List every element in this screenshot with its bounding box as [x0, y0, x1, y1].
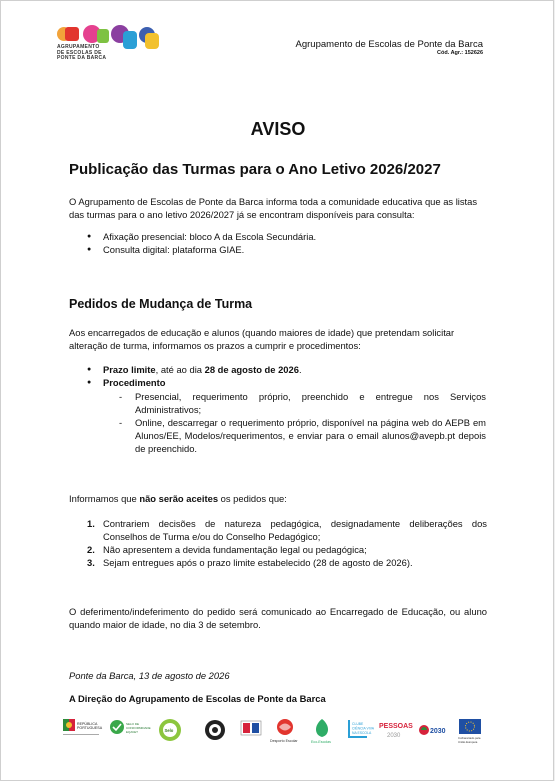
list-item-procedure: [87, 376, 487, 389]
header-code: Cód. Agr.: 152626: [437, 50, 483, 56]
item-number: 2.: [87, 544, 95, 555]
reject-post: os pedidos que:: [218, 493, 287, 504]
procedure-list: [119, 390, 486, 455]
list-item-deadline: [87, 363, 487, 376]
item-number: 1.: [87, 518, 95, 529]
svg-text:2030: 2030: [430, 728, 446, 735]
final-note: O deferimento/indeferimento do pedido será comunicado ao Encarregado de Educação, ou aluno quando maior de idade, no dia 3 de setembro.: [69, 606, 487, 630]
svg-text:CONFORMIDADE: CONFORMIDADE: [126, 726, 151, 730]
deadline-date: 28 de agosto de 2026: [204, 364, 299, 375]
reject-pre: Informamos que: [69, 493, 140, 504]
list-item: ● Afixação presencial: bloco A da Escola Secundária.: [87, 230, 487, 243]
reject-bold: não serão aceites: [139, 493, 219, 504]
item-text: Sejam entregues após o prazo limite estabelecido (28 de agosto de 2026).: [103, 557, 413, 568]
list-item: [87, 556, 487, 569]
item-number: 3.: [87, 557, 95, 568]
selo-escola-logo: [155, 717, 185, 745]
svg-text:União Europeia: União Europeia: [458, 740, 478, 744]
item-text: Não apresentem a devida fundamentação legal ou pedagógica;: [103, 544, 367, 555]
section-intro: Aos encarregados de educação e alunos (quando maiores de idade) que pretendam solicitar alteração de turma, informamos os prazos a cumprir e procedimentos:: [69, 327, 455, 351]
reject-list: [87, 517, 487, 569]
pessoas-2030-logo: [377, 717, 413, 745]
logo-text: [57, 45, 106, 62]
reject-intro: [69, 492, 487, 505]
svg-text:Desporto Escolar: Desporto Escolar: [270, 739, 298, 743]
list-item: - Online, descarregar o requerimento próprio, disponível na página web do AEPB em Alunos/EE, Modelos/requerimentos, e enviar para o email alunos@avepb.pt depois de preenchido.: [119, 416, 486, 455]
doc-subtitle: Publicação das Turmas para o Ano Letivo 2026/2027: [69, 161, 441, 178]
list-item: [87, 517, 487, 543]
eco-escolas-logo: [309, 717, 335, 745]
svg-text:PORTUGUESA: PORTUGUESA: [77, 726, 103, 730]
deadline-label: Prazo limite: [103, 364, 156, 375]
logo-text-line: DE ESCOLAS DE: [57, 49, 102, 56]
desporto-escolar-logo: [269, 717, 301, 745]
eqavet-logo: [109, 717, 151, 745]
svg-text:REPÚBLICA: REPÚBLICA: [77, 722, 98, 726]
svg-text:CIÊNCIA VIVA: CIÊNCIA VIVA: [352, 726, 374, 731]
republica-portuguesa-logo: [63, 717, 103, 745]
list-item: - Presencial, requerimento próprio, preenchido e entregue nos Serviços Administrativos;: [119, 390, 486, 416]
deadline-mid: , até ao dia: [155, 364, 205, 375]
svg-text:CLUBE: CLUBE: [352, 722, 364, 726]
norte-2030-logo: [417, 717, 451, 745]
item-text: Contrariem decisões de natureza pedagógica, designadamente deliberações dos Conselhos de Turma e/ou do Conselho Pedagógico;: [103, 518, 487, 542]
intro-paragraph: O Agrupamento de Escolas de Ponte da Barca informa toda a comunidade educativa que as listas das turmas para o ano letivo 2026/2027 já se encontram disponíveis para consulta:: [69, 196, 478, 220]
erasmus-logo: [239, 717, 263, 745]
procedure-label: Procedimento: [103, 377, 166, 388]
ciencia-viva-logo: [343, 717, 373, 745]
logo-text-line: PONTE DA BARCA: [57, 55, 107, 61]
signature: A Direção do Agrupamento de Escolas de Ponte da Barca: [69, 693, 326, 704]
deadline-end: .: [298, 364, 302, 375]
svg-text:EQAVET: EQAVET: [126, 730, 138, 734]
svg-text:Eco-Escolas: Eco-Escolas: [311, 740, 331, 744]
requirements-list: [87, 363, 487, 389]
gear-emblem-logo: [203, 717, 227, 745]
section-title: Pedidos de Mudança de Turma: [69, 297, 253, 311]
logo-text-line: AGRUPAMENTO: [57, 44, 100, 50]
header-org-name: Agrupamento de Escolas de Ponte da Barca: [295, 39, 483, 50]
doc-title: AVISO: [250, 119, 306, 139]
uniao-europeia-logo: [457, 717, 487, 745]
place-date: Ponte da Barca, 13 de agosto de 2026: [69, 670, 230, 681]
svg-text:2030: 2030: [387, 733, 401, 739]
availability-list: [87, 230, 487, 256]
svg-text:NA ESCOLA: NA ESCOLA: [352, 731, 372, 735]
svg-text:PESSOAS: PESSOAS: [379, 723, 413, 730]
list-item: [87, 543, 487, 556]
footer-logos: [63, 717, 487, 747]
svg-text:Selo: Selo: [164, 728, 174, 733]
list-item: ● Consulta digital: plataforma GIAE.: [87, 243, 487, 256]
svg-text:Cofinanciado pela: Cofinanciado pela: [458, 736, 481, 740]
svg-text:SELO DE: SELO DE: [126, 722, 140, 726]
